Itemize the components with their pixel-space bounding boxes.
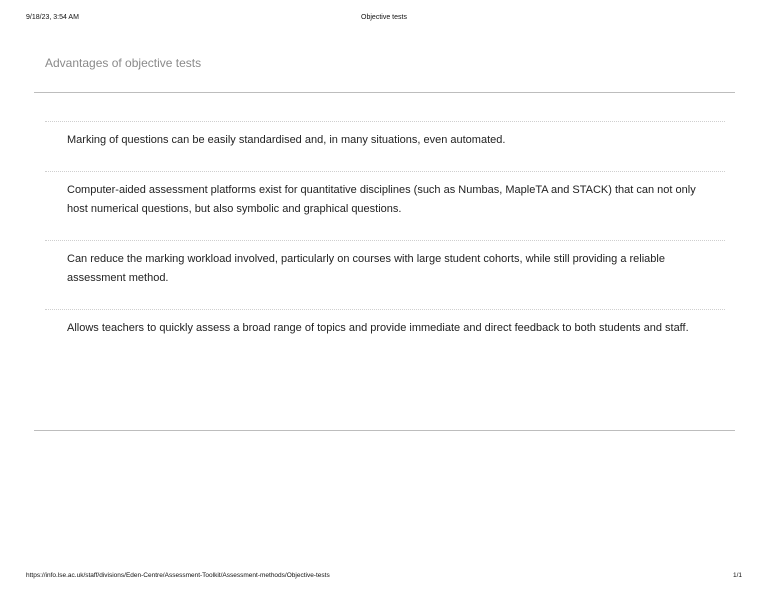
list-item: Allows teachers to quickly assess a broad range of topics and provide immediate and direct feedback to both students and staff.	[45, 309, 725, 369]
section-heading: Advantages of objective tests	[45, 56, 202, 70]
print-header	[0, 14, 768, 26]
print-page-url: https://info.lse.ac.uk/staff/divisions/Eden-Centre/Assessment-Toolkit/Assessment-methods/Objective-tests	[26, 572, 330, 579]
section-divider-bottom	[34, 430, 735, 431]
print-timestamp: 9/18/23, 3:54 AM	[26, 14, 79, 21]
section-divider-top	[34, 92, 735, 93]
advantages-list	[45, 121, 725, 369]
print-document-title: Objective tests	[361, 14, 407, 21]
list-item: Computer-aided assessment platforms exist for quantitative disciplines (such as Numbas, MapleTA and STACK) that can not only host numerical questions, but also symbolic and graphical questions.	[45, 171, 725, 240]
list-item: Marking of questions can be easily standardised and, in many situations, even automated.	[45, 121, 725, 171]
print-page-number: 1/1	[732, 572, 742, 579]
list-item: Can reduce the marking workload involved, particularly on courses with large student cohorts, while still providing a reliable assessment method.	[45, 240, 725, 309]
